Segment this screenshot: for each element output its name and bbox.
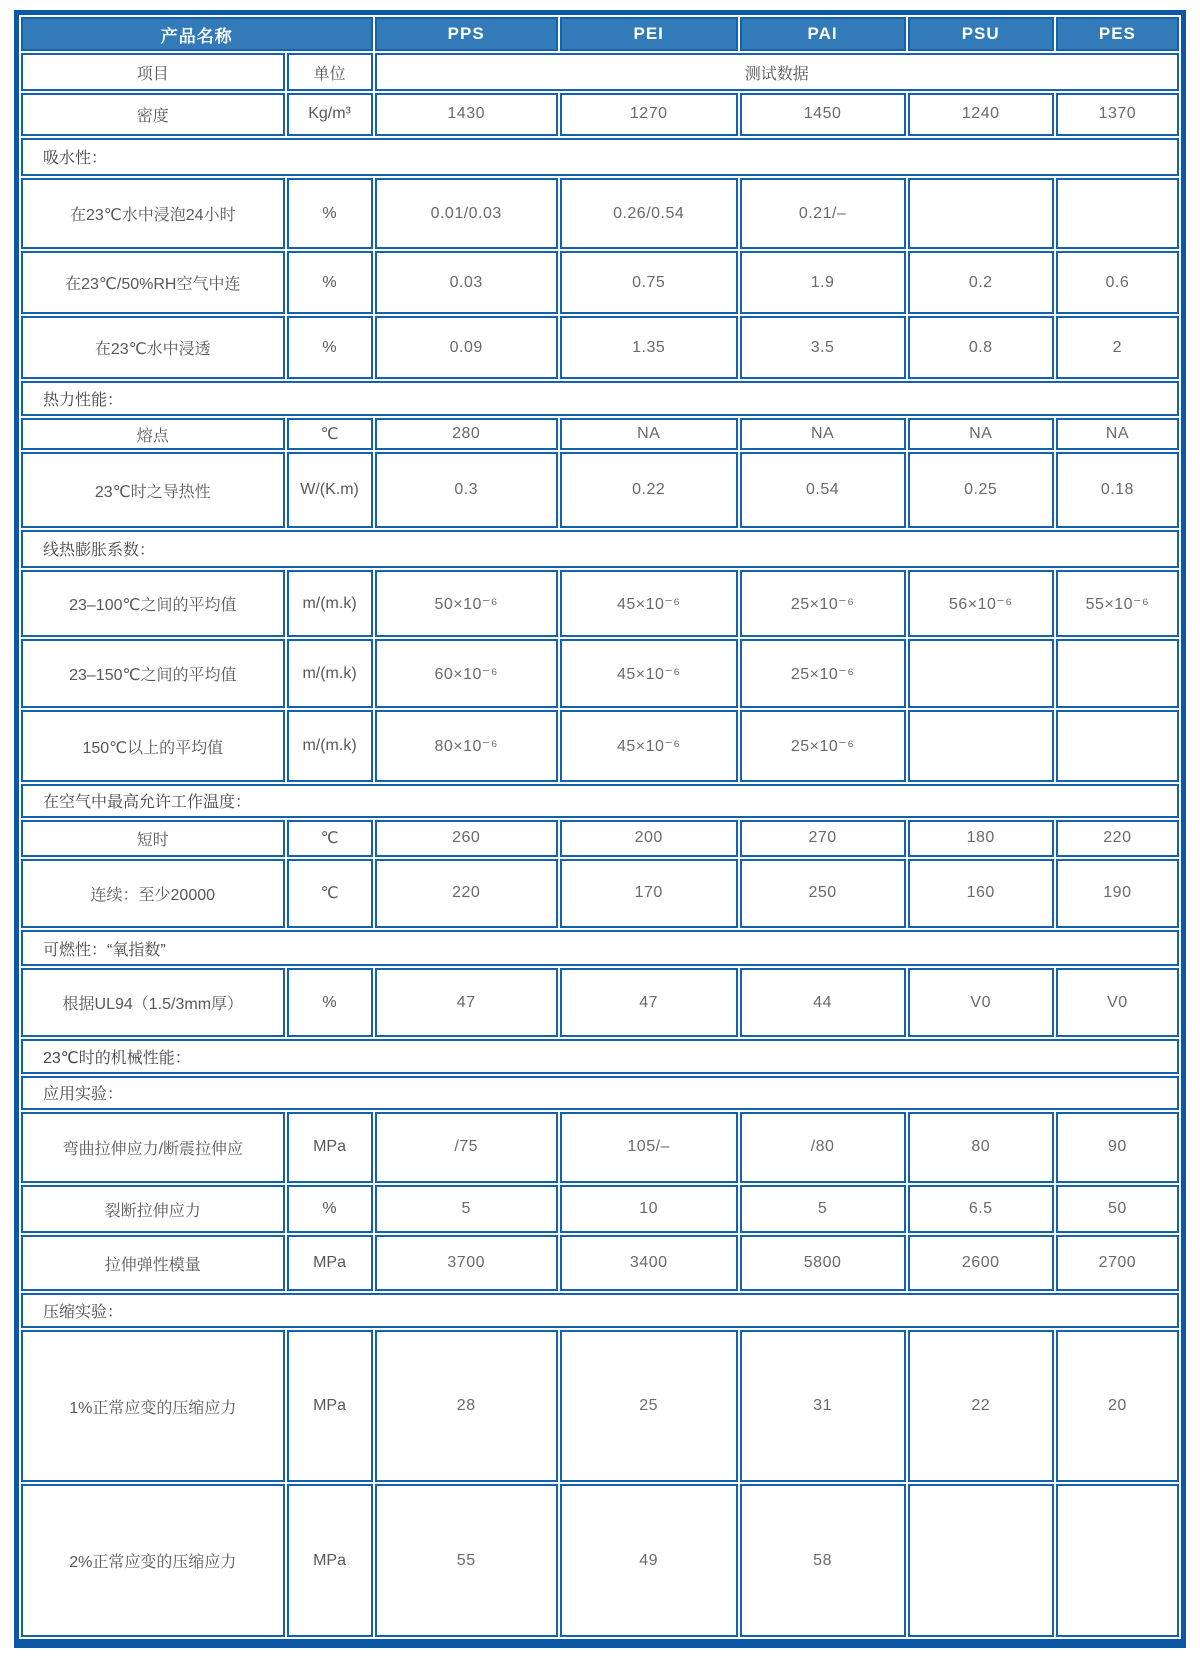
section-label: 吸水性：	[21, 138, 1179, 177]
value-cell-pei: 1270	[560, 93, 738, 136]
section-label: 压缩实验：	[21, 1293, 1179, 1328]
row-label: 密度	[21, 93, 285, 136]
table-row	[21, 316, 1179, 379]
unit-cell: m/(m.k)	[287, 639, 373, 708]
value-cell-pes: 0.18	[1056, 452, 1179, 527]
value-cell-pps: 0.03	[375, 251, 558, 314]
row-label: 裂断拉伸应力	[21, 1185, 285, 1234]
row-label: 在23℃/50%RH空气中连	[21, 251, 285, 314]
value-cell-pai: /80	[740, 1112, 906, 1183]
subheader-item: 项目	[21, 53, 285, 91]
section-row	[21, 530, 1179, 569]
section-row	[21, 1293, 1179, 1328]
unit-cell: %	[287, 1185, 373, 1234]
value-cell-psu: 2600	[908, 1235, 1054, 1291]
section-row	[21, 1076, 1179, 1110]
value-cell-pei: 47	[560, 968, 738, 1037]
table-row	[21, 968, 1179, 1037]
value-cell-pes: NA	[1056, 418, 1179, 451]
value-cell-pes	[1056, 639, 1179, 708]
value-cell-pps: 280	[375, 418, 558, 451]
value-cell-psu: 160	[908, 859, 1054, 928]
table-row	[21, 710, 1179, 781]
row-label: 150℃以上的平均值	[21, 710, 285, 781]
value-cell-pei: 45×10⁻⁶	[560, 710, 738, 781]
section-label: 线热膨胀系数：	[21, 530, 1179, 569]
row-label: 23–100℃之间的平均值	[21, 570, 285, 637]
row-label: 根据UL94（1.5/3mm厚）	[21, 968, 285, 1037]
value-cell-psu: NA	[908, 418, 1054, 451]
row-label: 拉伸弹性模量	[21, 1235, 285, 1291]
value-cell-pes	[1056, 178, 1179, 249]
unit-cell: %	[287, 316, 373, 379]
unit-cell: %	[287, 251, 373, 314]
row-label: 弯曲拉伸应力/断震拉伸应	[21, 1112, 285, 1183]
value-cell-pai: 5800	[740, 1235, 906, 1291]
value-cell-pei: 45×10⁻⁶	[560, 639, 738, 708]
unit-cell: MPa	[287, 1235, 373, 1291]
table-row	[21, 178, 1179, 249]
header-cell-product-name: 产品名称	[21, 17, 373, 51]
table-row	[21, 570, 1179, 637]
section-row	[21, 138, 1179, 177]
value-cell-pes: 20	[1056, 1330, 1179, 1482]
header-row	[21, 17, 1179, 51]
section-label: 热力性能：	[21, 381, 1179, 416]
value-cell-pei: 105/–	[560, 1112, 738, 1183]
value-cell-pps: 0.01/0.03	[375, 178, 558, 249]
value-cell-pai: 1450	[740, 93, 906, 136]
value-cell-pps: 220	[375, 859, 558, 928]
section-label: 在空气中最高允许工作温度：	[21, 784, 1179, 819]
value-cell-pei: 10	[560, 1185, 738, 1234]
value-cell-pai: 31	[740, 1330, 906, 1482]
value-cell-pei: 170	[560, 859, 738, 928]
value-cell-psu: 180	[908, 820, 1054, 857]
value-cell-pai: 58	[740, 1484, 906, 1637]
section-row	[21, 1039, 1179, 1074]
value-cell-psu: 22	[908, 1330, 1054, 1482]
value-cell-pei: 1.35	[560, 316, 738, 379]
subheader-test-data: 测试数据	[375, 53, 1179, 91]
value-cell-pei: NA	[560, 418, 738, 451]
value-cell-pes: V0	[1056, 968, 1179, 1037]
product-spec-table	[19, 15, 1181, 1639]
value-cell-pps: 47	[375, 968, 558, 1037]
value-cell-psu	[908, 710, 1054, 781]
value-cell-pes	[1056, 1484, 1179, 1637]
row-label: 在23℃水中浸泡24小时	[21, 178, 285, 249]
header-cell-pai: PAI	[740, 17, 906, 51]
value-cell-pai: 25×10⁻⁶	[740, 710, 906, 781]
unit-cell: %	[287, 968, 373, 1037]
table-row	[21, 1112, 1179, 1183]
value-cell-psu: V0	[908, 968, 1054, 1037]
value-cell-pes: 55×10⁻⁶	[1056, 570, 1179, 637]
value-cell-psu: 80	[908, 1112, 1054, 1183]
unit-cell: ℃	[287, 418, 373, 451]
section-label: 23℃时的机械性能：	[21, 1039, 1179, 1074]
value-cell-pai: 44	[740, 968, 906, 1037]
value-cell-pes	[1056, 710, 1179, 781]
row-label: 在23℃水中浸透	[21, 316, 285, 379]
section-label: 应用实验：	[21, 1076, 1179, 1110]
header-cell-pes: PES	[1056, 17, 1179, 51]
value-cell-pes: 2	[1056, 316, 1179, 379]
value-cell-pps: 5	[375, 1185, 558, 1234]
value-cell-pes: 50	[1056, 1185, 1179, 1234]
value-cell-pai: 1.9	[740, 251, 906, 314]
value-cell-psu: 1240	[908, 93, 1054, 136]
value-cell-pei: 200	[560, 820, 738, 857]
value-cell-pps: 260	[375, 820, 558, 857]
row-label: 连续：至少20000	[21, 859, 285, 928]
unit-cell: m/(m.k)	[287, 710, 373, 781]
table-row	[21, 1185, 1179, 1234]
unit-cell: ℃	[287, 859, 373, 928]
value-cell-pps: 0.09	[375, 316, 558, 379]
table-row	[21, 859, 1179, 928]
row-label: 熔点	[21, 418, 285, 451]
table-row	[21, 1330, 1179, 1482]
row-label: 23–150℃之间的平均值	[21, 639, 285, 708]
section-row	[21, 930, 1179, 967]
value-cell-psu: 0.25	[908, 452, 1054, 527]
unit-cell: W/(K.m)	[287, 452, 373, 527]
value-cell-pps: 80×10⁻⁶	[375, 710, 558, 781]
value-cell-pai: 270	[740, 820, 906, 857]
row-label: 23℃时之导热性	[21, 452, 285, 527]
value-cell-psu: 56×10⁻⁶	[908, 570, 1054, 637]
subheader-unit: 单位	[287, 53, 373, 91]
unit-cell: MPa	[287, 1484, 373, 1637]
header-cell-pps: PPS	[375, 17, 558, 51]
value-cell-pai: 25×10⁻⁶	[740, 639, 906, 708]
table-row	[21, 452, 1179, 527]
value-cell-pps: 28	[375, 1330, 558, 1482]
section-row	[21, 784, 1179, 819]
row-label: 1%正常应变的压缩应力	[21, 1330, 285, 1482]
value-cell-pai: 0.21/–	[740, 178, 906, 249]
spec-table-frame	[14, 10, 1186, 1648]
value-cell-pei: 0.75	[560, 251, 738, 314]
unit-cell: MPa	[287, 1112, 373, 1183]
value-cell-pes: 2700	[1056, 1235, 1179, 1291]
unit-cell: MPa	[287, 1330, 373, 1482]
table-row	[21, 418, 1179, 451]
value-cell-pai: NA	[740, 418, 906, 451]
value-cell-pps: 1430	[375, 93, 558, 136]
subheader-row	[21, 53, 1179, 91]
section-row	[21, 381, 1179, 416]
table-row	[21, 639, 1179, 708]
value-cell-pes: 190	[1056, 859, 1179, 928]
header-cell-pei: PEI	[560, 17, 738, 51]
value-cell-pps: 50×10⁻⁶	[375, 570, 558, 637]
value-cell-pai: 0.54	[740, 452, 906, 527]
value-cell-psu: 6.5	[908, 1185, 1054, 1234]
unit-cell: ℃	[287, 820, 373, 857]
value-cell-pei: 0.22	[560, 452, 738, 527]
value-cell-pes: 90	[1056, 1112, 1179, 1183]
table-row	[21, 1235, 1179, 1291]
value-cell-pps: 55	[375, 1484, 558, 1637]
unit-cell: Kg/m³	[287, 93, 373, 136]
value-cell-psu: 0.2	[908, 251, 1054, 314]
unit-cell: m/(m.k)	[287, 570, 373, 637]
table-row	[21, 1484, 1179, 1637]
value-cell-pei: 25	[560, 1330, 738, 1482]
value-cell-pps: /75	[375, 1112, 558, 1183]
value-cell-pes: 220	[1056, 820, 1179, 857]
row-label: 2%正常应变的压缩应力	[21, 1484, 285, 1637]
value-cell-pes: 1370	[1056, 93, 1179, 136]
value-cell-pai: 5	[740, 1185, 906, 1234]
value-cell-pps: 60×10⁻⁶	[375, 639, 558, 708]
value-cell-pai: 250	[740, 859, 906, 928]
value-cell-pai: 3.5	[740, 316, 906, 379]
header-cell-psu: PSU	[908, 17, 1054, 51]
value-cell-pps: 0.3	[375, 452, 558, 527]
table-row	[21, 251, 1179, 314]
value-cell-pei: 49	[560, 1484, 738, 1637]
value-cell-psu: 0.8	[908, 316, 1054, 379]
value-cell-psu	[908, 178, 1054, 249]
table-row	[21, 93, 1179, 136]
unit-cell: %	[287, 178, 373, 249]
section-label: 可燃性：“氧指数”	[21, 930, 1179, 967]
value-cell-pes: 0.6	[1056, 251, 1179, 314]
table-row	[21, 820, 1179, 857]
value-cell-pps: 3700	[375, 1235, 558, 1291]
row-label: 短时	[21, 820, 285, 857]
value-cell-pei: 3400	[560, 1235, 738, 1291]
value-cell-pei: 45×10⁻⁶	[560, 570, 738, 637]
value-cell-pai: 25×10⁻⁶	[740, 570, 906, 637]
value-cell-pei: 0.26/0.54	[560, 178, 738, 249]
value-cell-psu	[908, 639, 1054, 708]
value-cell-psu	[908, 1484, 1054, 1637]
